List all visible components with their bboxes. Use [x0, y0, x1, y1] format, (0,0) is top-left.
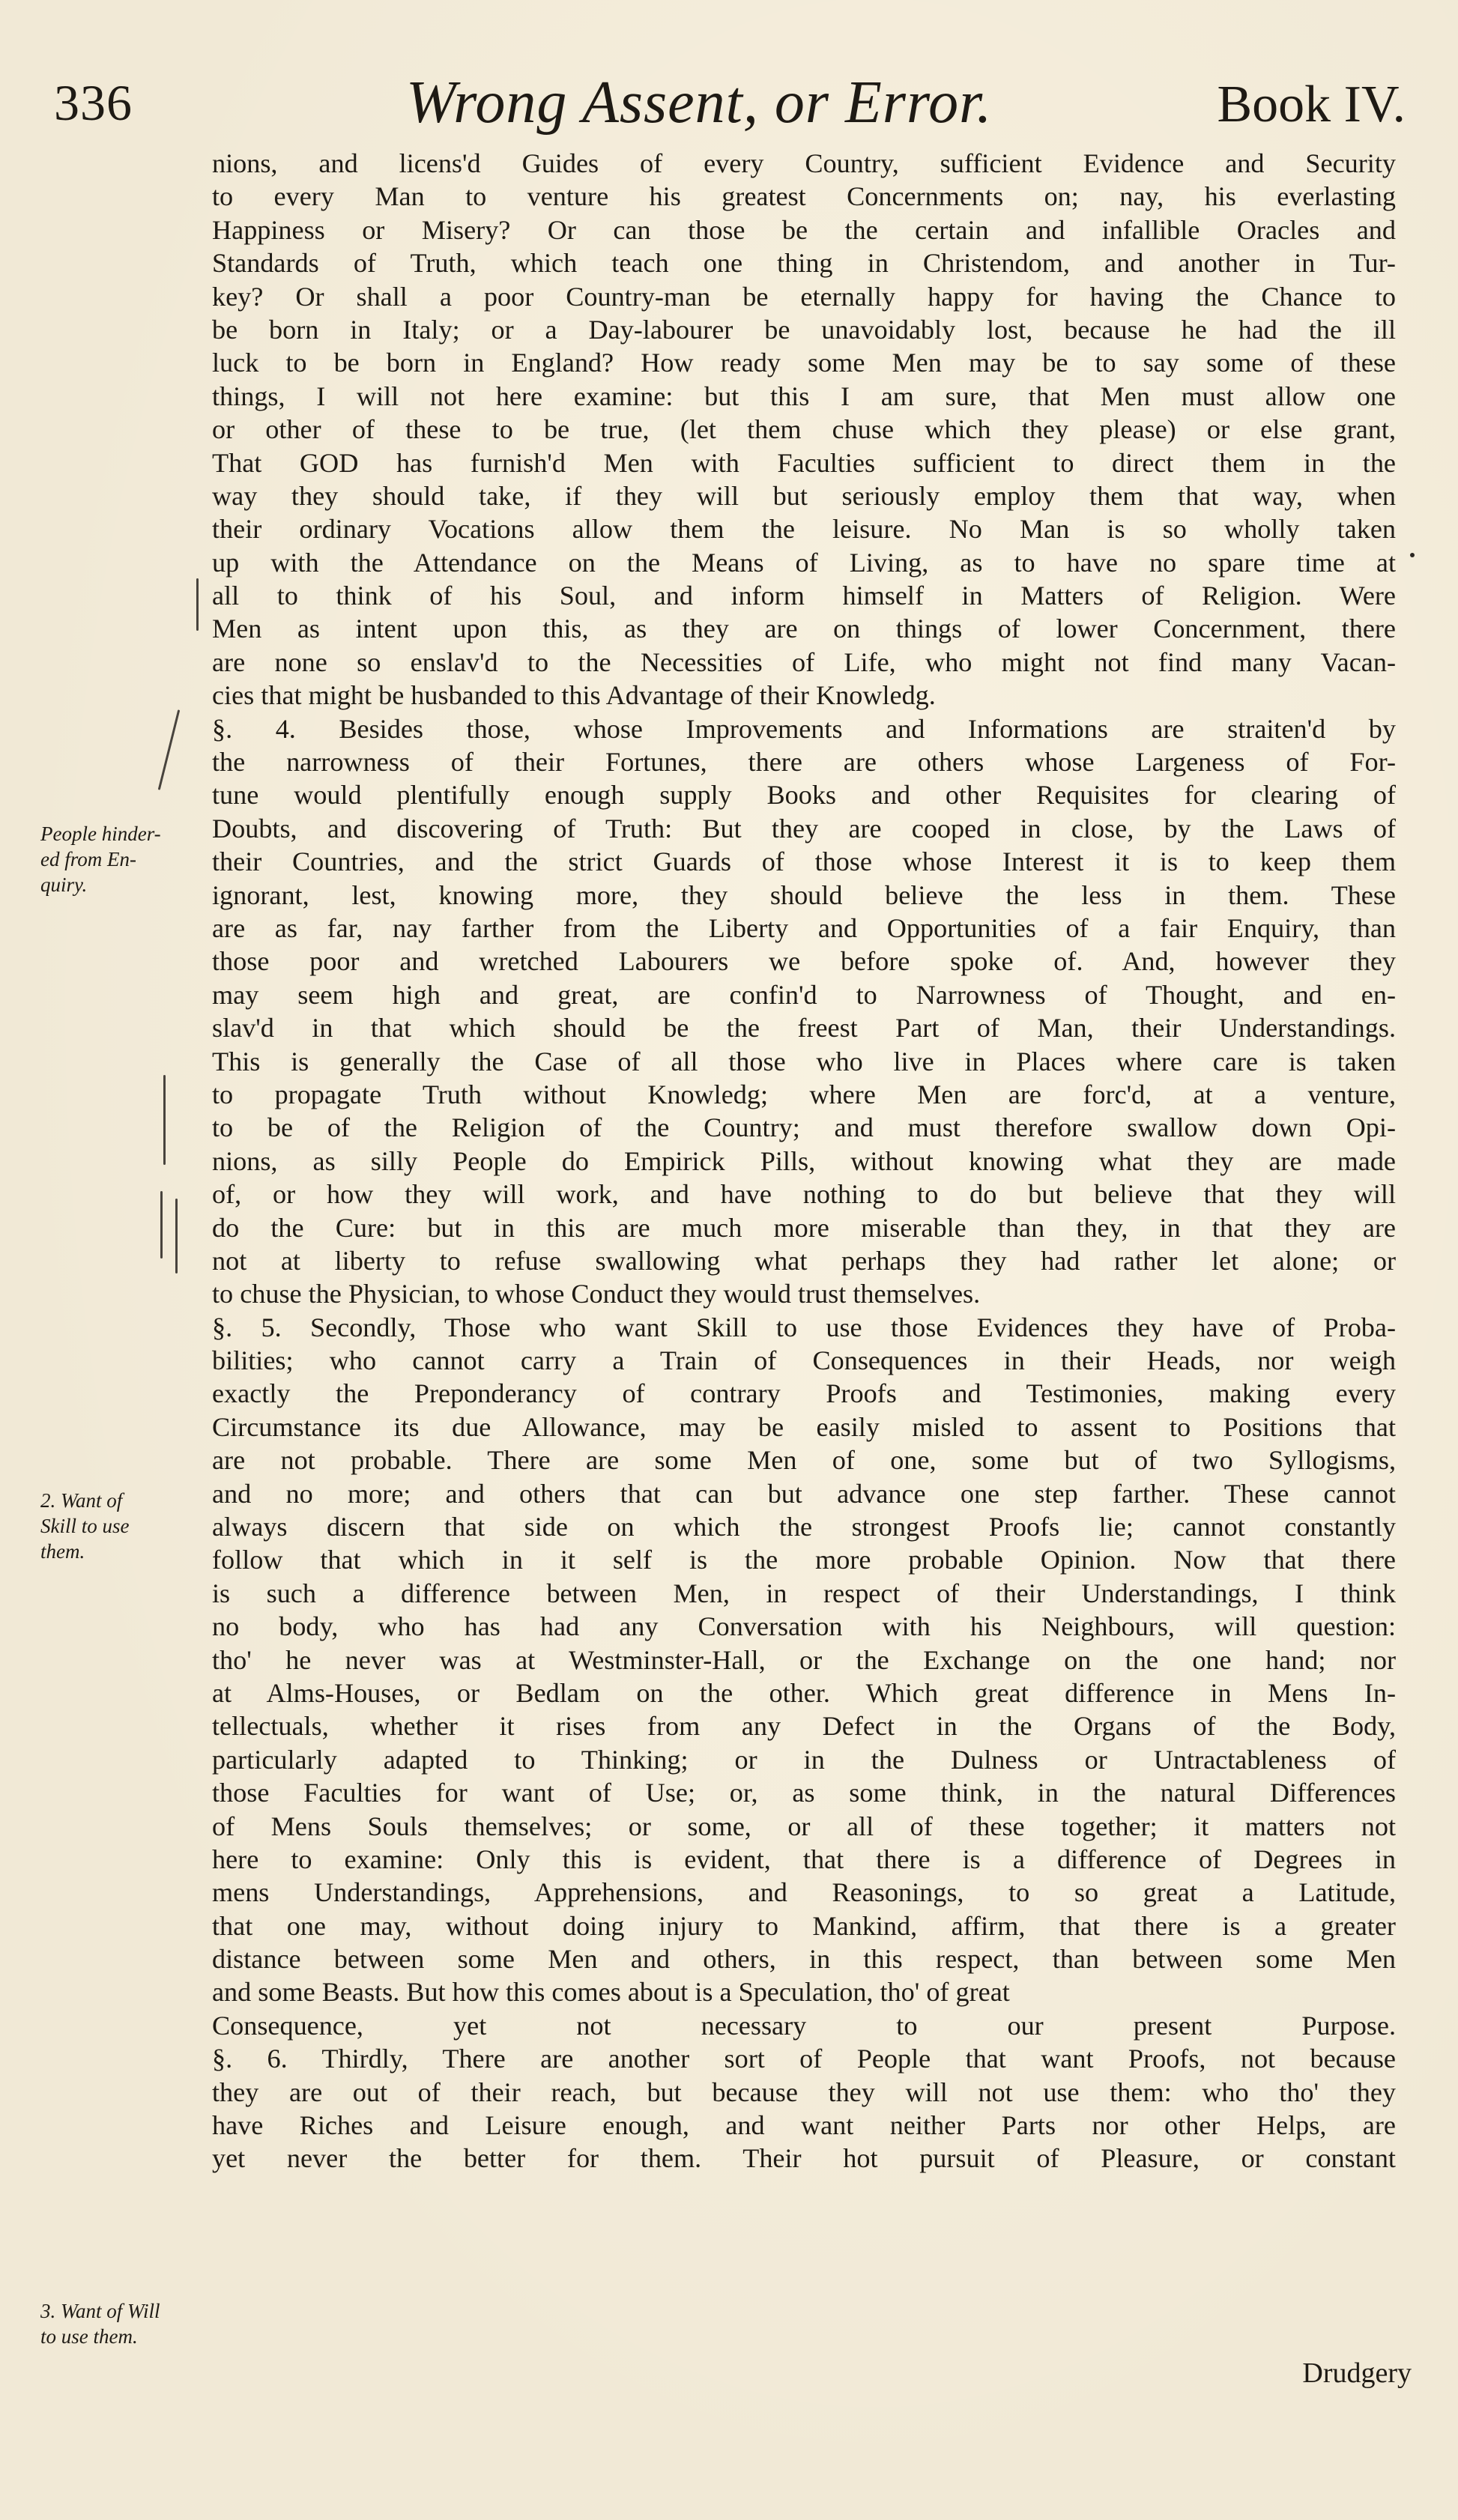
text-line: exactly the Preponderancy of contrary Proofs and Testimonies, making every — [212, 1378, 1396, 1409]
text-line: and some Beasts. But how this comes about is a Speculation, tho' of great — [212, 1977, 1010, 2008]
text-line: and no more; and others that can but advance one step farther. These cannot — [212, 1478, 1396, 1509]
text-line: This is generally the Case of all those who live in Places where care is taken — [212, 1046, 1396, 1076]
text-line: is such a difference between Men, in respect of their Understandings, I think — [212, 1578, 1396, 1608]
margin-note-text: 2. Want of Skill to use them. — [40, 1489, 130, 1563]
pencil-margin-mark — [163, 1075, 166, 1165]
text-line: those poor and wretched Labourers we before spoke of. And, however they — [212, 946, 1396, 977]
text-line: bilities; who cannot carry a Train of Consequences in their Heads, nor weigh — [212, 1345, 1396, 1376]
text-line: do the Cure: but in this are much more miserable than they, in that they are — [212, 1212, 1396, 1243]
text-line: to be of the Religion of the Country; and must therefore swallow down Opi- — [212, 1112, 1396, 1143]
text-line: are as far, nay farther from the Liberty and Opportunities of a fair Enquiry, than — [212, 912, 1396, 943]
text-line: be born in Italy; or a Day-labourer be unavoidably lost, because he had the ill — [212, 314, 1396, 345]
text-line: the narrowness of their Fortunes, there are others whose Largeness of For- — [212, 747, 1396, 778]
text-line: that one may, without doing injury to Mankind, affirm, that there is a greater — [212, 1910, 1396, 1941]
text-line: tellectuals, whether it rises from any Defect in the Organs of the Body, — [212, 1711, 1396, 1742]
text-line: tho' he never was at Westminster-Hall, or the Exchange on the one hand; nor — [212, 1644, 1396, 1675]
text-line: may seem high and great, are confin'd to Narrowness of Thought, and en- — [212, 979, 1396, 1010]
text-line: not at liberty to refuse swallowing what perhaps they had rather let alone; or — [212, 1245, 1396, 1276]
text-line: all to think of his Soul, and inform himself in Matters of Religion. Were — [212, 581, 1396, 611]
catchword: Drudgery — [1302, 2357, 1412, 2389]
text-line: their Countries, and the strict Guards of those whose Interest it is to keep them — [212, 846, 1396, 877]
text-line: of Mens Souls themselves; or some, or all of these together; it matters not — [212, 1811, 1396, 1841]
pencil-margin-mark — [175, 1199, 178, 1273]
text-line: Consequence, yet not necessary to our present Purpose. — [212, 2010, 1396, 2041]
text-line: their ordinary Vocations allow them the leisure. No Man is so wholly taken — [212, 514, 1396, 545]
text-line: §. 5. Secondly, Those who want Skill to use those Evidences they have of Proba- — [212, 1312, 1396, 1342]
text-line: That GOD has furnish'd Men with Faculties sufficient to direct them in the — [212, 447, 1396, 478]
text-line: Circumstance its due Allowance, may be easily misled to assent to Positions that — [212, 1411, 1396, 1442]
running-head — [54, 69, 1406, 151]
text-line: Standards of Truth, which teach one thing in Christendom, and another in Tur- — [212, 248, 1396, 279]
text-line: they are out of their reach, but because they will not use them: who tho' they — [212, 2077, 1396, 2107]
text-line: or other of these to be true, (let them chuse which they please) or else grant, — [212, 414, 1396, 445]
body-text — [212, 147, 1396, 2175]
book-label: Book IV. — [1217, 76, 1406, 133]
text-line: nions, as silly People do Empirick Pills, without knowing what they are made — [212, 1145, 1396, 1176]
text-line: §. 4. Besides those, whose Improvements and Informations are straiten'd by — [212, 713, 1396, 744]
text-line: to every Man to venture his greatest Concernments on; nay, his everlasting — [212, 181, 1396, 212]
text-line: §. 6. Thirdly, There are another sort of People that want Proofs, not because — [212, 2044, 1396, 2074]
text-line: Happiness or Misery? Or can those be the certain and infallible Oracles and — [212, 214, 1396, 245]
pencil-margin-mark — [160, 1191, 163, 1259]
margin-note-people-hindered — [40, 821, 205, 897]
margin-note-text: 3. Want of Will to use them. — [40, 2300, 160, 2348]
text-line: luck to be born in England? How ready some Men may be to say some of these — [212, 348, 1396, 378]
text-line: are not probable. There are some Men of one, some but of two Syllogisms, — [212, 1445, 1396, 1476]
margin-note-want-of-skill — [40, 1488, 205, 1564]
text-line: ignorant, lest, knowing more, they should believe the less in them. These — [212, 879, 1396, 910]
text-line: mens Understandings, Apprehensions, and Reasonings, to so great a Latitude, — [212, 1877, 1396, 1908]
text-line: things, I will not here examine: but this I am sure, that Men must allow one — [212, 381, 1396, 411]
text-line: Men as intent upon this, as they are on things of lower Concernment, there — [212, 614, 1396, 644]
text-line: to chuse the Physician, to whose Conduct they would trust themselves. — [212, 1279, 981, 1309]
text-line: key? Or shall a poor Country-man be eternally happy for having the Chance to — [212, 281, 1396, 312]
text-line: slav'd in that which should be the freest Part of Man, their Understandings. — [212, 1013, 1396, 1044]
text-line: have Riches and Leisure enough, and want neither Parts nor other Helps, are — [212, 2110, 1396, 2141]
text-line: cies that might be husbanded to this Advantage of their Knowledg. — [212, 680, 936, 711]
text-line: yet never the better for them. Their hot pursuit of Pleasure, or constant — [212, 2143, 1396, 2174]
text-line: follow that which in it self is the more probable Opinion. Now that there — [212, 1545, 1396, 1575]
text-line: nions, and licens'd Guides of every Country, sufficient Evidence and Security — [212, 148, 1396, 178]
margin-note-text: People hinder- ed from En- quiry. — [40, 823, 161, 896]
text-line: up with the Attendance on the Means of Living, as to have no spare time at — [212, 547, 1396, 578]
text-line: way they should take, if they will but seriously employ them that way, when — [212, 480, 1396, 511]
text-line: always discern that side on which the strongest Proofs lie; cannot constantly — [212, 1512, 1396, 1542]
running-title: Wrong Assent, or Error. — [406, 70, 993, 136]
ink-dot-mark — [1410, 553, 1415, 557]
pencil-margin-mark — [196, 578, 199, 631]
text-line: here to examine: Only this is evident, that there is a difference of Degrees in — [212, 1844, 1396, 1874]
margin-note-want-of-will — [40, 2298, 205, 2349]
text-line: those Faculties for want of Use; or, as some think, in the natural Differences — [212, 1778, 1396, 1808]
text-line: no body, who has had any Conversation with his Neighbours, will question: — [212, 1611, 1396, 1642]
text-line: distance between some Men and others, in this respect, than between some Men — [212, 1944, 1396, 1975]
text-line: Doubts, and discovering of Truth: But they are cooped in close, by the Laws of — [212, 813, 1396, 843]
text-line: of, or how they will work, and have nothing to do but believe that they will — [212, 1179, 1396, 1210]
pencil-margin-mark — [158, 709, 181, 790]
text-line: are none so enslav'd to the Necessities of Life, who might not find many Vacan- — [212, 646, 1396, 677]
text-line: tune would plentifully enough supply Books and other Requisites for clearing of — [212, 780, 1396, 811]
text-line: particularly adapted to Thinking; or in the Dulness or Untractableness of — [212, 1744, 1396, 1775]
page-number: 336 — [54, 74, 133, 131]
text-line: to propagate Truth without Knowledg; where Men are forc'd, at a venture, — [212, 1079, 1396, 1109]
text-line: at Alms-Houses, or Bedlam on the other. Which great difference in Mens In- — [212, 1677, 1396, 1708]
